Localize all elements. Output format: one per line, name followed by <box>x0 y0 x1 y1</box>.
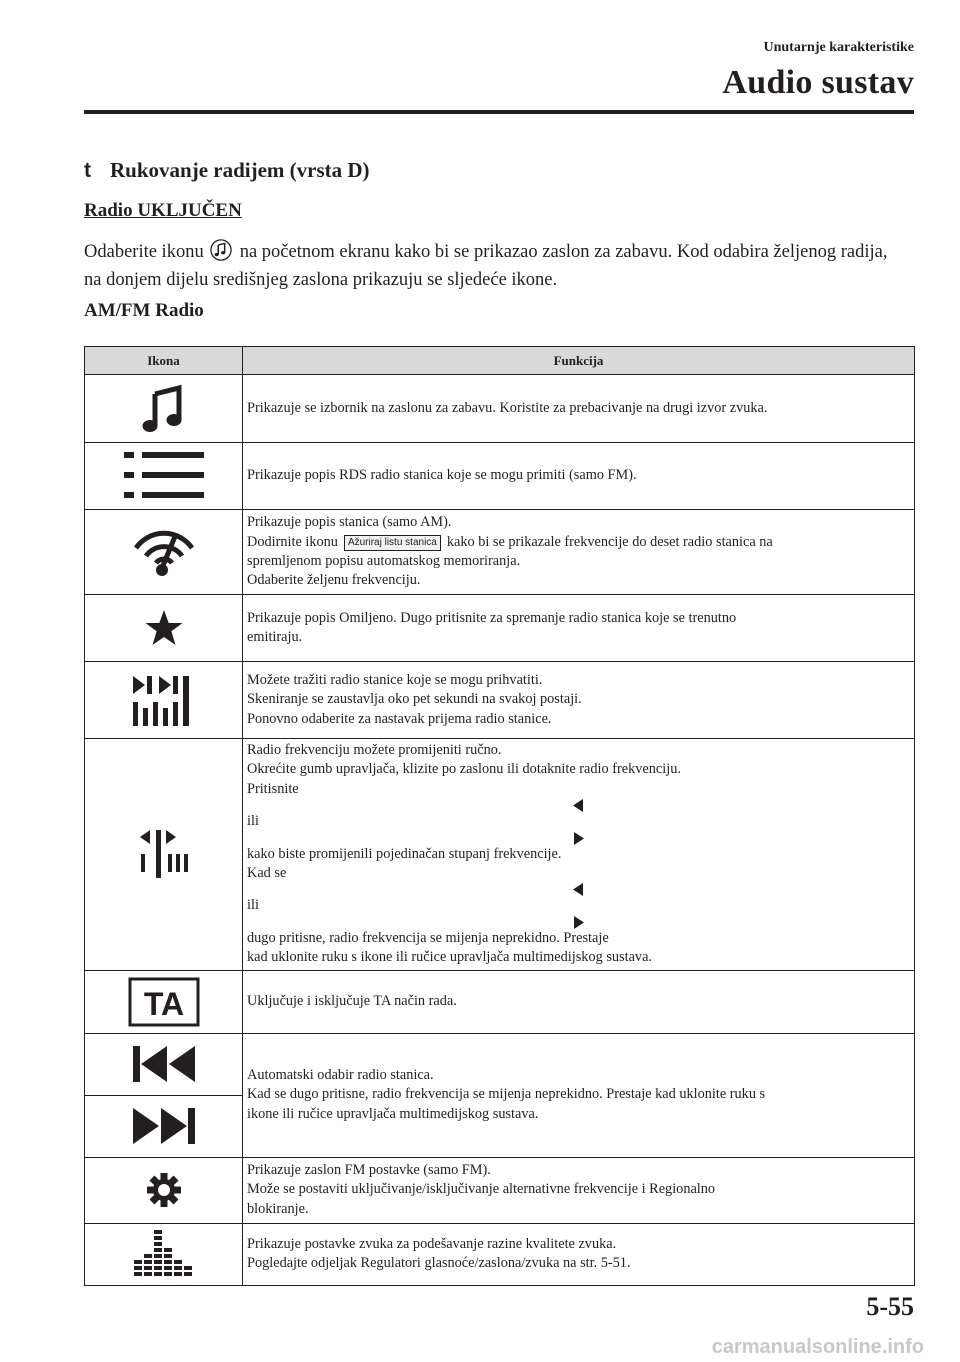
header-divider <box>84 110 914 114</box>
am-fm-radio-label: AM/FM Radio <box>84 300 204 321</box>
star-icon <box>144 608 184 648</box>
header-icon: Ikona <box>85 347 243 375</box>
page-number: 5-55 <box>866 1292 914 1321</box>
row-desc-line: Automatski odabir radio stanica. <box>247 1067 434 1084</box>
row-desc-line: Okrećite gumb upravljača, klizite po zaslonu ili dotaknite radio frekvenciju. <box>247 761 681 778</box>
row-desc-line: Odaberite željenu frekvenciju. <box>247 572 421 589</box>
text-fragment: Dodirnite ikonu <box>247 533 338 550</box>
text-fragment: Kad se <box>247 865 287 882</box>
equalizer-icon <box>134 1230 194 1278</box>
row-desc-line: Radio frekvenciju možete promijeniti ručno. <box>247 742 502 758</box>
next-icon <box>131 1106 197 1146</box>
table-row <box>85 739 915 971</box>
row-desc-line: Prikazuje popis Omiljeno. Dugo pritisnite za spremanje radio stanica koje se trenutno <box>247 609 737 626</box>
manual-tune-icon <box>138 828 190 880</box>
update-station-list-button-image: Ažuriraj listu stanica <box>344 535 441 551</box>
table-row <box>85 595 915 662</box>
table-row <box>85 510 915 595</box>
text-fragment: dugo pritisne, radio frekvencija se mijenja neprekidno. Prestaje <box>247 929 609 946</box>
settings-icon <box>146 1172 182 1208</box>
table-row <box>85 662 915 739</box>
table-row <box>85 443 915 510</box>
row-desc-line: kad uklonite ruku s ikone ili ručice upravljača multimedijskog sustava. <box>247 949 652 966</box>
row-desc-line: emitiraju. <box>247 629 303 645</box>
row-desc-line <box>247 864 910 948</box>
chapter-title: Unutarnje karakteristike <box>763 40 914 55</box>
table-row <box>85 1223 915 1285</box>
row-desc-line: Možete tražiti radio stanice koje se mogu prihvatiti. <box>247 671 543 688</box>
am-station-icon <box>132 526 196 578</box>
section-heading <box>84 158 370 183</box>
row-desc-line: Kad se dugo pritisne, radio frekvencija se mijenja neprekidno. Prestaje kad uklonite ruku s <box>247 1086 766 1103</box>
previous-icon <box>131 1044 197 1084</box>
row-desc-line: Prikazuje popis RDS radio stanica koje se mogu primiti (samo FM). <box>247 467 637 484</box>
tune-up-icon <box>573 832 584 845</box>
section-title: Audio sustav <box>722 64 914 101</box>
row-desc-line: Prikazuje postavke zvuka za podešavanje razine kvalitete zvuka. <box>247 1235 617 1252</box>
music-note-icon <box>210 239 232 261</box>
row-desc-line: Može se postaviti uključivanje/isključivanje alternativne frekvencije i Regionalno <box>247 1181 716 1198</box>
row-desc-line: ikone ili ručice upravljača multimedijskog sustava. <box>247 1105 539 1122</box>
row-desc-line: Uključuje i isključuje TA način rada. <box>247 992 457 1009</box>
row-desc-line: Pogledajte odjeljak Regulatori glasnoće/zaslona/zvuka na str. 5-51. <box>247 1255 631 1272</box>
tune-down-icon <box>573 799 584 812</box>
header-function: Funkcija <box>243 347 915 375</box>
row-desc-line <box>247 533 910 552</box>
row-desc-line <box>247 780 910 864</box>
row-desc-line: Prikazuje popis stanica (samo AM). <box>247 514 452 531</box>
row-desc-line: spremljenom popisu automatskog memoriranja. <box>247 553 521 569</box>
ta-icon-text: TA <box>143 985 184 1022</box>
music-note-icon <box>141 384 187 434</box>
intro-before-icon: Odaberite ikonu <box>84 242 204 262</box>
row-desc-line: Skeniranje se zaustavlja oko pet sekundi na svakoj postaji. <box>247 691 582 708</box>
row-desc-line: Prikazuje zaslon FM postavke (samo FM). <box>247 1162 491 1179</box>
table-row <box>85 970 915 1033</box>
table-row <box>85 375 915 443</box>
watermark: carmanualsonline.info <box>711 1336 924 1358</box>
text-fragment: kako bi se prikazale frekvencije do deset radio stanica na <box>446 533 773 550</box>
row-desc-line: Prikazuje se izbornik na zaslonu za zabavu. Koristite za prebacivanje na drugi izvor zvuka. <box>247 399 768 416</box>
tune-up-icon <box>573 916 584 929</box>
text-fragment: kako biste promijenili pojedinačan stupanj frekvencije. <box>247 845 562 862</box>
function-table <box>84 346 915 1286</box>
table-row <box>85 1157 915 1223</box>
table-row <box>85 1033 915 1095</box>
text-fragment: ili <box>247 813 259 830</box>
list-icon <box>124 450 204 502</box>
tune-down-icon <box>573 883 584 896</box>
row-desc-line: Ponovno odaberite za nastavak prijema radio stanice. <box>247 710 552 727</box>
row-desc-line: blokiranje. <box>247 1200 309 1217</box>
ta-icon <box>128 977 200 1027</box>
intro-after-icon: na početnom ekranu kako bi se prikazao zaslon za zabavu. Kod odabira željenog radija, na donjem dijelu središnjeg zaslona prikazuju se sljedeće ikone. <box>84 242 888 290</box>
table-header-row <box>85 347 915 375</box>
text-fragment: Pritisnite <box>247 780 299 797</box>
text-fragment: ili <box>247 897 259 914</box>
scan-icon <box>131 672 197 728</box>
heading-text: Rukovanje radijem (vrsta D) <box>110 158 370 182</box>
subheading: Radio UKLJUČEN <box>84 200 242 221</box>
heading-bullet: t <box>84 159 91 182</box>
intro-paragraph <box>84 238 904 294</box>
